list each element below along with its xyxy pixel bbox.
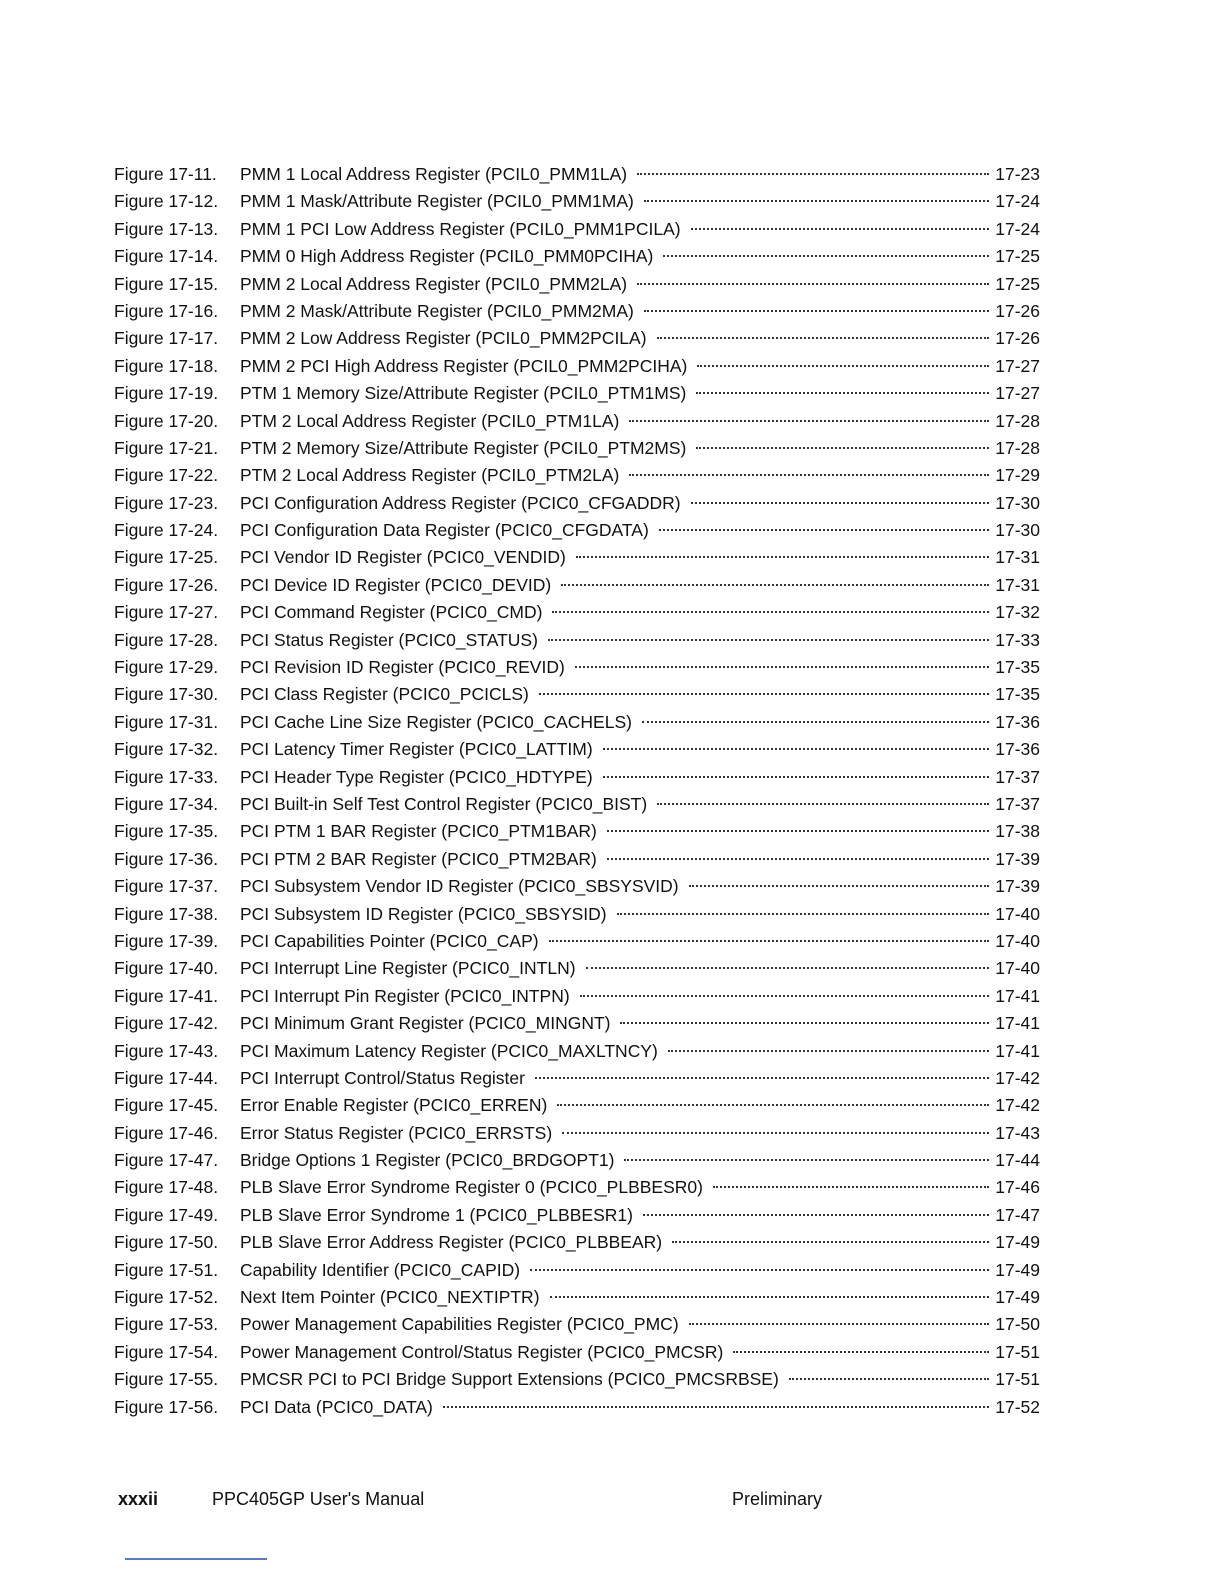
- figure-number: Figure 17-25.: [114, 547, 219, 568]
- figure-title: PCI Vendor ID Register (PCIC0_VENDID): [240, 547, 566, 568]
- page-ref: 17-37: [995, 793, 1040, 814]
- figure-number: Figure 17-45.: [114, 1095, 219, 1116]
- dot-leader: [603, 776, 990, 778]
- page-ref: 17-49: [995, 1232, 1040, 1253]
- figure-number: Figure 17-19.: [114, 383, 219, 404]
- dot-leader: [637, 173, 989, 175]
- dot-leader: [689, 885, 990, 887]
- list-of-figures: [114, 161, 1040, 1421]
- dot-leader: [659, 529, 989, 531]
- figure-number: Figure 17-37.: [114, 876, 219, 897]
- toc-entry[interactable]: [114, 1038, 1040, 1065]
- figure-title: PCI Built-in Self Test Control Register (PCIC0_BIST): [240, 793, 648, 814]
- toc-entry[interactable]: [114, 1339, 1040, 1366]
- dot-leader: [733, 1351, 989, 1353]
- figure-title: PTM 2 Local Address Register (PCIL0_PTM1LA): [240, 410, 620, 431]
- figure-number: Figure 17-46.: [114, 1122, 219, 1143]
- page-ref: 17-51: [995, 1341, 1040, 1362]
- figure-title: PCI Status Register (PCIC0_STATUS): [240, 629, 538, 650]
- toc-entry[interactable]: [114, 627, 1040, 654]
- figure-title: PLB Slave Error Address Register (PCIC0_PLBBEAR): [240, 1232, 663, 1253]
- page-ref: 17-35: [995, 684, 1040, 705]
- dot-leader: [580, 995, 990, 997]
- page-ref: 17-24: [995, 218, 1040, 239]
- page-ref: 17-30: [995, 520, 1040, 541]
- figure-title: PCI Header Type Register (PCIC0_HDTYPE): [240, 766, 593, 787]
- toc-entry[interactable]: [114, 462, 1040, 489]
- toc-entry[interactable]: [114, 873, 1040, 900]
- figure-title: PCI Minimum Grant Register (PCIC0_MINGNT): [240, 1013, 611, 1034]
- figure-number: Figure 17-14.: [114, 246, 219, 267]
- page-ref: 17-40: [995, 903, 1040, 924]
- figure-number: Figure 17-15.: [114, 273, 219, 294]
- page-ref: 17-33: [995, 629, 1040, 650]
- figure-title: Error Enable Register (PCIC0_ERREN): [240, 1095, 548, 1116]
- figure-title: PMM 1 Mask/Attribute Register (PCIL0_PMM1MA): [240, 191, 634, 212]
- dot-leader: [549, 940, 990, 942]
- page-ref: 17-26: [995, 328, 1040, 349]
- figure-number: Figure 17-48.: [114, 1177, 219, 1198]
- toc-entry[interactable]: [114, 901, 1040, 928]
- figure-title: PMM 1 Local Address Register (PCIL0_PMM1LA): [240, 164, 628, 184]
- toc-entry[interactable]: [114, 818, 1040, 845]
- page-ref: 17-42: [995, 1095, 1040, 1116]
- figure-number: Figure 17-13.: [114, 218, 219, 239]
- toc-entry[interactable]: [114, 271, 1040, 298]
- page-ref: 17-41: [995, 1013, 1040, 1034]
- figure-number: Figure 17-30.: [114, 684, 219, 705]
- figure-number: Figure 17-34.: [114, 793, 219, 814]
- page-ref: 17-30: [995, 492, 1040, 513]
- toc-entry[interactable]: [114, 1174, 1040, 1201]
- figure-title: PLB Slave Error Syndrome Register 0 (PCIC0_PLBBESR0): [240, 1177, 703, 1198]
- figure-title: PMM 2 Mask/Attribute Register (PCIL0_PMM2MA): [240, 300, 634, 321]
- dot-leader: [443, 1406, 989, 1408]
- figure-number: Figure 17-39.: [114, 930, 219, 951]
- figure-title: PCI Class Register (PCIC0_PCICLS): [240, 684, 529, 705]
- figure-number: Figure 17-28.: [114, 629, 219, 650]
- toc-entry[interactable]: [114, 1202, 1040, 1229]
- dot-leader: [575, 666, 989, 668]
- figure-number: Figure 17-38.: [114, 903, 219, 924]
- figure-title: PCI Maximum Latency Register (PCIC0_MAXLTNCY): [240, 1040, 658, 1061]
- page-ref: 17-31: [995, 547, 1040, 568]
- dot-leader: [586, 967, 990, 969]
- toc-entry[interactable]: [114, 1065, 1040, 1092]
- figure-number: Figure 17-44.: [114, 1067, 219, 1088]
- dot-leader: [713, 1186, 989, 1188]
- toc-entry[interactable]: [114, 1092, 1040, 1119]
- figure-number: Figure 17-18.: [114, 355, 219, 376]
- figure-title: PTM 1 Memory Size/Attribute Register (PCIL0_PTM1MS): [240, 383, 687, 404]
- figure-number: Figure 17-35.: [114, 821, 219, 842]
- toc-entry[interactable]: [114, 928, 1040, 955]
- figure-title: PCI Latency Timer Register (PCIC0_LATTIM): [240, 739, 593, 760]
- page-number: xxxii: [118, 1489, 159, 1509]
- dot-leader: [539, 693, 989, 695]
- figure-title: PCI Device ID Register (PCIC0_DEVID): [240, 574, 552, 595]
- dot-leader: [697, 365, 989, 367]
- toc-entry[interactable]: [114, 846, 1040, 873]
- toc-entry[interactable]: [114, 188, 1040, 215]
- figure-number: Figure 17-32.: [114, 739, 219, 760]
- page-ref: 17-39: [995, 848, 1040, 869]
- dot-leader: [696, 392, 989, 394]
- figure-title: PMM 0 High Address Register (PCIL0_PMM0PCIHA): [240, 246, 654, 267]
- dot-leader: [624, 1159, 989, 1161]
- figure-number: Figure 17-20.: [114, 410, 219, 431]
- figure-title: Power Management Control/Status Register (PCIC0_PMCSR): [240, 1341, 724, 1362]
- page-ref: 17-50: [995, 1314, 1040, 1335]
- page-ref: 17-44: [995, 1150, 1040, 1171]
- toc-entry[interactable]: [114, 1147, 1040, 1174]
- toc-entry[interactable]: [114, 983, 1040, 1010]
- toc-entry[interactable]: [114, 1257, 1040, 1284]
- toc-entry[interactable]: [114, 544, 1040, 571]
- figure-number: Figure 17-54.: [114, 1341, 219, 1362]
- page-ref: 17-23: [995, 164, 1040, 184]
- toc-entry[interactable]: [114, 435, 1040, 462]
- dot-leader: [530, 1269, 989, 1271]
- dot-leader: [552, 611, 989, 613]
- figure-title: PCI Interrupt Pin Register (PCIC0_INTPN): [240, 985, 570, 1006]
- toc-entry[interactable]: [114, 1311, 1040, 1338]
- manual-title: PPC405GP User's Manual: [212, 1489, 425, 1509]
- page-ref: 17-36: [995, 739, 1040, 760]
- figure-title: PCI Interrupt Control/Status Register: [240, 1067, 525, 1088]
- page-ref: 17-28: [995, 410, 1040, 431]
- figure-number: Figure 17-52.: [114, 1287, 219, 1308]
- toc-entry[interactable]: [114, 216, 1040, 243]
- page-ref: 17-41: [995, 985, 1040, 1006]
- figure-title: PMM 1 PCI Low Address Register (PCIL0_PMM1PCILA): [240, 218, 681, 239]
- toc-entry[interactable]: [114, 490, 1040, 517]
- dot-leader: [548, 639, 989, 641]
- figure-number: Figure 17-40.: [114, 958, 219, 979]
- toc-entry[interactable]: [114, 1394, 1040, 1421]
- dot-leader: [657, 337, 990, 339]
- page-ref: 17-36: [995, 711, 1040, 732]
- dot-leader: [561, 584, 989, 586]
- toc-entry[interactable]: [114, 325, 1040, 352]
- toc-entry[interactable]: [114, 572, 1040, 599]
- page-ref: 17-49: [995, 1287, 1040, 1308]
- toc-entry[interactable]: [114, 736, 1040, 763]
- page-ref: 17-40: [995, 958, 1040, 979]
- figure-title: PCI Subsystem ID Register (PCIC0_SBSYSID): [240, 903, 607, 924]
- toc-entry[interactable]: [114, 599, 1040, 626]
- toc-entry[interactable]: [114, 654, 1040, 681]
- dot-leader: [607, 830, 989, 832]
- dot-leader: [657, 803, 989, 805]
- page-ref: 17-47: [995, 1204, 1040, 1225]
- page-ref: 17-31: [995, 574, 1040, 595]
- page-ref: 17-46: [995, 1177, 1040, 1198]
- figure-number: Figure 17-17.: [114, 328, 219, 349]
- figure-title: PCI Configuration Data Register (PCIC0_CFGDATA): [240, 520, 649, 541]
- figure-title: PCI Configuration Address Register (PCIC0_CFGADDR): [240, 492, 681, 513]
- toc-entry[interactable]: [114, 681, 1040, 708]
- dot-leader: [557, 1104, 989, 1106]
- page-ref: 17-24: [995, 191, 1040, 212]
- page-ref: 17-27: [995, 383, 1040, 404]
- figure-title: PCI Capabilities Pointer (PCIC0_CAP): [240, 930, 539, 951]
- figure-title: PMM 2 Low Address Register (PCIL0_PMM2PCILA): [240, 328, 647, 349]
- figure-title: PCI Cache Line Size Register (PCIC0_CACHELS): [240, 711, 632, 732]
- page-ref: 17-42: [995, 1067, 1040, 1088]
- dot-leader: [535, 1077, 989, 1079]
- figure-number: Figure 17-24.: [114, 520, 219, 541]
- figure-title: Error Status Register (PCIC0_ERRSTS): [240, 1122, 553, 1143]
- toc-entry[interactable]: [114, 955, 1040, 982]
- figure-number: Figure 17-21.: [114, 437, 219, 458]
- toc-entry[interactable]: [114, 380, 1040, 407]
- dot-leader: [620, 1022, 989, 1024]
- page-ref: 17-37: [995, 766, 1040, 787]
- page-ref: 17-41: [995, 1040, 1040, 1061]
- figure-number: Figure 17-42.: [114, 1013, 219, 1034]
- page-ref: 17-52: [995, 1396, 1040, 1417]
- toc-entry[interactable]: [114, 517, 1040, 544]
- dot-leader: [576, 556, 989, 558]
- figure-number: Figure 17-23.: [114, 492, 219, 513]
- figure-title: PCI Interrupt Line Register (PCIC0_INTLN): [240, 958, 576, 979]
- dot-leader: [642, 721, 989, 723]
- bottom-rule: [125, 1558, 267, 1560]
- toc-entry[interactable]: [114, 709, 1040, 736]
- figure-number: Figure 17-31.: [114, 711, 219, 732]
- page-ref: 17-32: [995, 602, 1040, 623]
- page-ref: 17-26: [995, 300, 1040, 321]
- page-ref: 17-49: [995, 1259, 1040, 1280]
- figure-title: PCI PTM 2 BAR Register (PCIC0_PTM2BAR): [240, 848, 597, 869]
- figure-number: Figure 17-36.: [114, 848, 219, 869]
- figure-title: PCI Data (PCIC0_DATA): [240, 1396, 433, 1417]
- page-ref: 17-38: [995, 821, 1040, 842]
- figure-title: PCI Command Register (PCIC0_CMD): [240, 602, 543, 623]
- toc-entry[interactable]: [114, 243, 1040, 270]
- page-ref: 17-25: [995, 273, 1040, 294]
- figure-number: Figure 17-50.: [114, 1232, 219, 1253]
- dot-leader: [644, 310, 989, 312]
- toc-entry[interactable]: [114, 161, 1040, 188]
- figure-number: Figure 17-43.: [114, 1040, 219, 1061]
- dot-leader: [696, 447, 989, 449]
- dot-leader: [668, 1050, 989, 1052]
- dot-leader: [691, 228, 990, 230]
- page-ref: 17-27: [995, 355, 1040, 376]
- figure-number: Figure 17-26.: [114, 574, 219, 595]
- page-ref: 17-25: [995, 246, 1040, 267]
- toc-entry[interactable]: [114, 1010, 1040, 1037]
- figure-number: Figure 17-56.: [114, 1396, 219, 1417]
- figure-title: PMM 2 PCI High Address Register (PCIL0_PMM2PCIHA): [240, 355, 688, 376]
- dot-leader: [663, 255, 989, 257]
- figure-number: Figure 17-55.: [114, 1369, 219, 1390]
- page-ref: 17-28: [995, 437, 1040, 458]
- figure-number: Figure 17-49.: [114, 1204, 219, 1225]
- toc-entry[interactable]: [114, 791, 1040, 818]
- page-ref: 17-29: [995, 465, 1040, 486]
- page-ref: 17-40: [995, 930, 1040, 951]
- figure-number: Figure 17-47.: [114, 1150, 219, 1171]
- toc-entry[interactable]: [114, 1120, 1040, 1147]
- page-ref: 17-39: [995, 876, 1040, 897]
- dot-leader: [672, 1241, 989, 1243]
- figure-number: Figure 17-29.: [114, 657, 219, 678]
- figure-number: Figure 17-41.: [114, 985, 219, 1006]
- dot-leader: [789, 1378, 989, 1380]
- dot-leader: [603, 748, 990, 750]
- toc-entry[interactable]: [114, 1366, 1040, 1393]
- figure-title: PMCSR PCI to PCI Bridge Support Extensions (PCIC0_PMCSRBSE): [240, 1369, 779, 1390]
- toc-entry[interactable]: [114, 408, 1040, 435]
- figure-title: PCI Revision ID Register (PCIC0_REVID): [240, 657, 565, 678]
- figure-title: PLB Slave Error Syndrome 1 (PCIC0_PLBBESR1): [240, 1204, 633, 1225]
- dot-leader: [629, 420, 989, 422]
- page-ref: 17-43: [995, 1122, 1040, 1143]
- dot-leader: [562, 1132, 989, 1134]
- dot-leader: [643, 1214, 989, 1216]
- document-status: Preliminary: [732, 1489, 823, 1509]
- figure-number: Figure 17-33.: [114, 766, 219, 787]
- dot-leader: [629, 474, 989, 476]
- figure-number: Figure 17-11.: [114, 164, 217, 184]
- figure-number: Figure 17-12.: [114, 191, 219, 212]
- figure-number: Figure 17-22.: [114, 465, 219, 486]
- dot-leader: [689, 1323, 990, 1325]
- dot-leader: [607, 858, 989, 860]
- figure-number: Figure 17-51.: [114, 1259, 219, 1280]
- figure-title: PTM 2 Memory Size/Attribute Register (PCIL0_PTM2MS): [240, 437, 687, 458]
- figure-title: Bridge Options 1 Register (PCIC0_BRDGOPT1): [240, 1150, 615, 1171]
- figure-title: PCI PTM 1 BAR Register (PCIC0_PTM1BAR): [240, 821, 597, 842]
- figure-title: Capability Identifier (PCIC0_CAPID): [240, 1259, 521, 1280]
- figure-title: Next Item Pointer (PCIC0_NEXTIPTR): [240, 1287, 540, 1308]
- dot-leader: [691, 502, 990, 504]
- figure-number: Figure 17-16.: [114, 300, 219, 321]
- figure-title: PMM 2 Local Address Register (PCIL0_PMM2LA): [240, 273, 628, 294]
- toc-entry[interactable]: [114, 764, 1040, 791]
- toc-entry[interactable]: [114, 1229, 1040, 1256]
- page-ref: 17-51: [995, 1369, 1040, 1390]
- page-ref: 17-35: [995, 657, 1040, 678]
- dot-leader: [617, 913, 990, 915]
- toc-entry[interactable]: [114, 298, 1040, 325]
- dot-leader: [637, 283, 989, 285]
- dot-leader: [550, 1296, 990, 1298]
- figure-title: PCI Subsystem Vendor ID Register (PCIC0_SBSYSVID): [240, 876, 679, 897]
- figure-number: Figure 17-53.: [114, 1314, 219, 1335]
- figure-title: PTM 2 Local Address Register (PCIL0_PTM2LA): [240, 465, 620, 486]
- toc-entry[interactable]: [114, 1284, 1040, 1311]
- figure-title: Power Management Capabilities Register (PCIC0_PMC): [240, 1314, 679, 1335]
- figure-number: Figure 17-27.: [114, 602, 219, 623]
- toc-entry[interactable]: [114, 353, 1040, 380]
- dot-leader: [644, 200, 989, 202]
